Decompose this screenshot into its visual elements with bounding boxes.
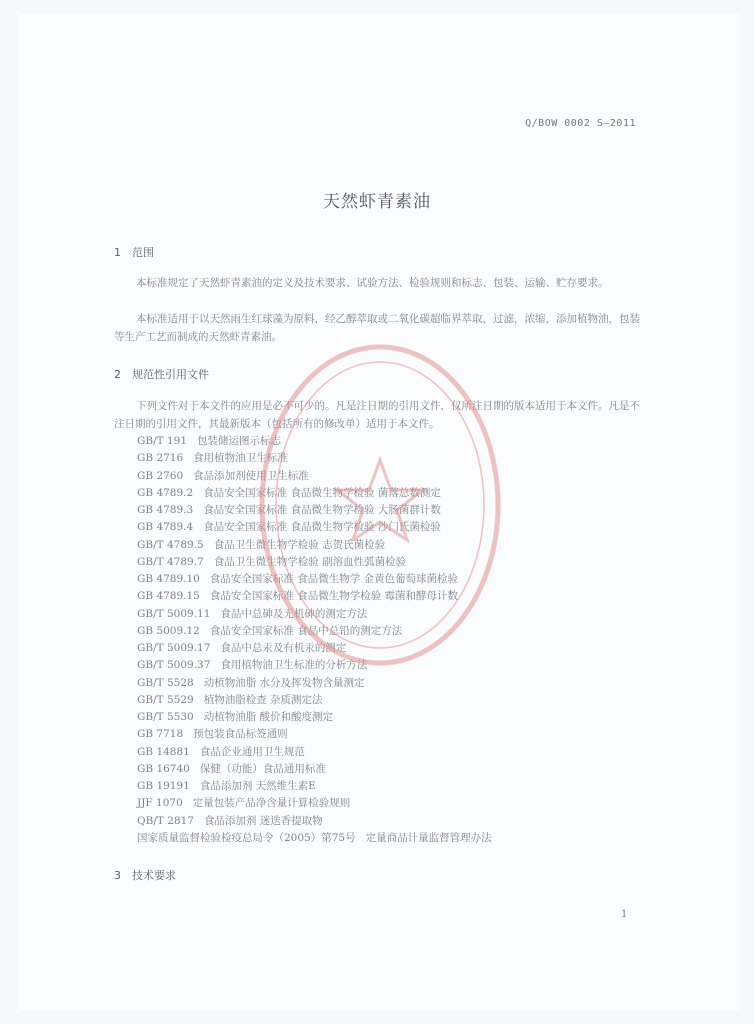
reference-title: 食用植物油卫生标准的分析方法 [220,659,368,672]
section-3-heading [114,867,176,883]
reference-code: GB 16740 [137,762,190,775]
reference-code: GB/T 5530 [137,711,194,723]
document-title: 天然虾青素油 [323,192,431,212]
reference-title: 定量包装产品净含量计算检验规则 [192,797,351,810]
reference-title: 食品安全国家标准 食品微生物学 金黄色葡萄球菌检验 [209,573,459,585]
reference-item [137,623,492,640]
reference-title: 预包装食品标签通则 [193,728,288,741]
reference-title: 保健（功能）食品通用标准 [199,762,326,775]
reference-code: GB 4789.4 [137,521,194,534]
reference-code: GB/T 4789.7 [137,555,204,568]
reference-item [137,554,492,571]
reference-item [137,778,492,795]
section-1-title: 范围 [132,246,154,259]
reference-list [137,433,492,847]
reference-code: 国家质量监督检验检疫总局令（2005）第75号 [137,831,356,844]
reference-code: GB/T 5528 [137,676,194,689]
reference-title: 食品卫生微生物学检验 志贺氏菌检验 [213,538,386,551]
reference-code: GB/T 5529 [137,693,194,706]
reference-item [137,588,492,605]
section-3-number: 3 [114,869,121,882]
reference-title: 食品安全国家标准 食品微生物学检验 霉菌和酵母计数 [209,590,459,603]
reference-title: 食品中总汞及有机汞的测定 [220,642,347,654]
reference-code: GB 4789.3 [137,504,194,516]
reference-item [137,813,492,830]
reference-title: 食品企业通用卫生规范 [199,745,305,758]
reference-code: JJF 1070 [137,797,183,810]
reference-item [137,606,492,623]
reference-item [137,795,492,812]
reference-item [137,485,492,502]
section-2-title: 规范性引用文件 [132,368,209,381]
reference-title: 食品安全国家标准 食品中总铅的测定方法 [209,624,403,637]
reference-title: 动植物油脂 酸价和酸度测定 [203,711,334,723]
reference-item [137,502,492,519]
reference-title: 食品中总砷及无机砷的测定方法 [220,607,368,620]
standard-code: Q/BOW 0002 S—2011 [525,118,636,129]
reference-code: GB/T 4789.5 [137,538,204,551]
reference-item [137,571,492,588]
reference-code: GB/T 5009.11 [137,607,211,620]
reference-item [137,830,492,847]
reference-item [137,692,492,709]
reference-code: GB 7718 [137,728,184,741]
reference-title: 食品安全国家标准 食品微生物学检验 菌落总数测定 [203,486,441,499]
reference-code: GB 14881 [137,745,190,758]
reference-title: 食品添加剂 迷迭香提取物 [203,814,323,827]
reference-item [137,640,492,657]
reference-item [137,675,492,692]
section-2-heading [114,366,209,382]
reference-code: GB/T 191 [137,435,188,447]
reference-code: GB 4789.2 [137,486,194,499]
reference-title: 食品安全国家标准 食品微生物学检验 沙门氏菌检验 [203,521,441,534]
reference-item [137,433,492,450]
reference-title: 定量商品计量监督管理办法 [365,831,492,844]
reference-item [137,744,492,761]
reference-code: GB 2716 [137,452,184,465]
scope-paragraph-1: 本标准规定了天然虾青素油的定义及技术要求、试验方法、检验规则和标志、包装、运输、贮存要求。 [136,277,609,289]
section-1-heading [114,244,154,260]
reference-title: 植物油脂检查 杂质测定法 [203,693,323,706]
reference-item [137,468,492,485]
references-intro: 下列文件对于本文件的应用是必不可少的。凡是注日期的引用文件，仅所注日期的版本适用于本文件。凡是不注日期的引用文件，其最新版本（包括所有的修改单）适用于本文件。 [114,400,640,430]
reference-title: 食品安全国家标准 食品微生物学检验 大肠菌群计数 [203,504,441,516]
reference-title: 食品添加剂使用卫生标准 [193,469,309,482]
reference-item [137,537,492,554]
page-number: 1 [621,909,628,920]
section-1-number: 1 [114,246,121,259]
reference-code: GB 5009.12 [137,624,200,637]
reference-title: 动植物油脂 水分及挥发物含量测定 [203,676,365,689]
reference-title: 食品卫生微生物学检验 副溶血性弧菌检验 [213,555,407,568]
reference-code: GB 4789.10 [137,573,200,585]
reference-item [137,657,492,674]
reference-code: GB 19191 [137,780,190,792]
reference-item [137,726,492,743]
scope-paragraph-2: 本标准适用于以天然雨生红球藻为原料，经乙醇萃取或二氧化碳超临界萃取，过滤，浓缩，添加植物油，包装等生产工艺而制成的天然虾青素油。 [114,313,640,343]
reference-title: 包装储运图示标志 [197,435,282,447]
reference-item [137,519,492,536]
reference-code: QB/T 2817 [137,814,194,827]
reference-title: 食用植物油卫生标准 [193,452,288,465]
reference-code: GB/T 5009.37 [137,659,211,672]
section-2-number: 2 [114,368,121,381]
reference-code: GB 2760 [137,469,184,482]
reference-code: GB 4789.15 [137,590,200,603]
reference-item [137,450,492,467]
section-3-title: 技术要求 [132,869,176,882]
reference-item [137,761,492,778]
reference-code: GB/T 5009.17 [137,642,211,654]
reference-title: 食品添加剂 天然维生素E [199,780,316,792]
reference-item [137,709,492,726]
